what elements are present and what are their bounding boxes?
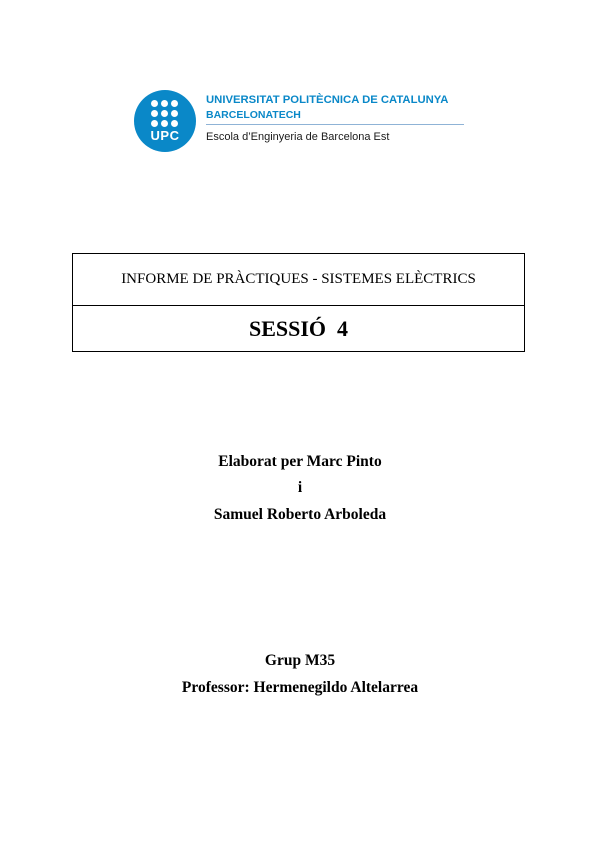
authors-line: Elaborat per Marc Pinto	[218, 453, 382, 470]
title-box	[72, 253, 525, 352]
campus-name: BARCELONATECH	[206, 109, 301, 121]
session-title: SESSIÓ 4	[248, 315, 349, 341]
professor-line: Professor: Hermenegildo Altelarrea	[181, 679, 419, 696]
upc-logo	[134, 88, 474, 154]
logo-divider	[206, 124, 464, 125]
logo-abbreviation: UPC	[150, 128, 180, 143]
university-name: UNIVERSITAT POLITÈCNICA DE CATALUNYA	[206, 94, 449, 106]
school-name: Escola d’Enginyeria de Barcelona Est	[206, 131, 390, 143]
group-line: Grup M35	[264, 652, 336, 669]
authors-line-2: Samuel Roberto Arboleda	[213, 506, 387, 523]
dot-grid-icon	[151, 100, 179, 128]
upc-logo-emblem	[134, 90, 196, 152]
report-heading: INFORME DE PRÀCTIQUES - SISTEMES ELÈCTRICS	[73, 254, 524, 306]
authors-connector: i	[297, 479, 303, 496]
